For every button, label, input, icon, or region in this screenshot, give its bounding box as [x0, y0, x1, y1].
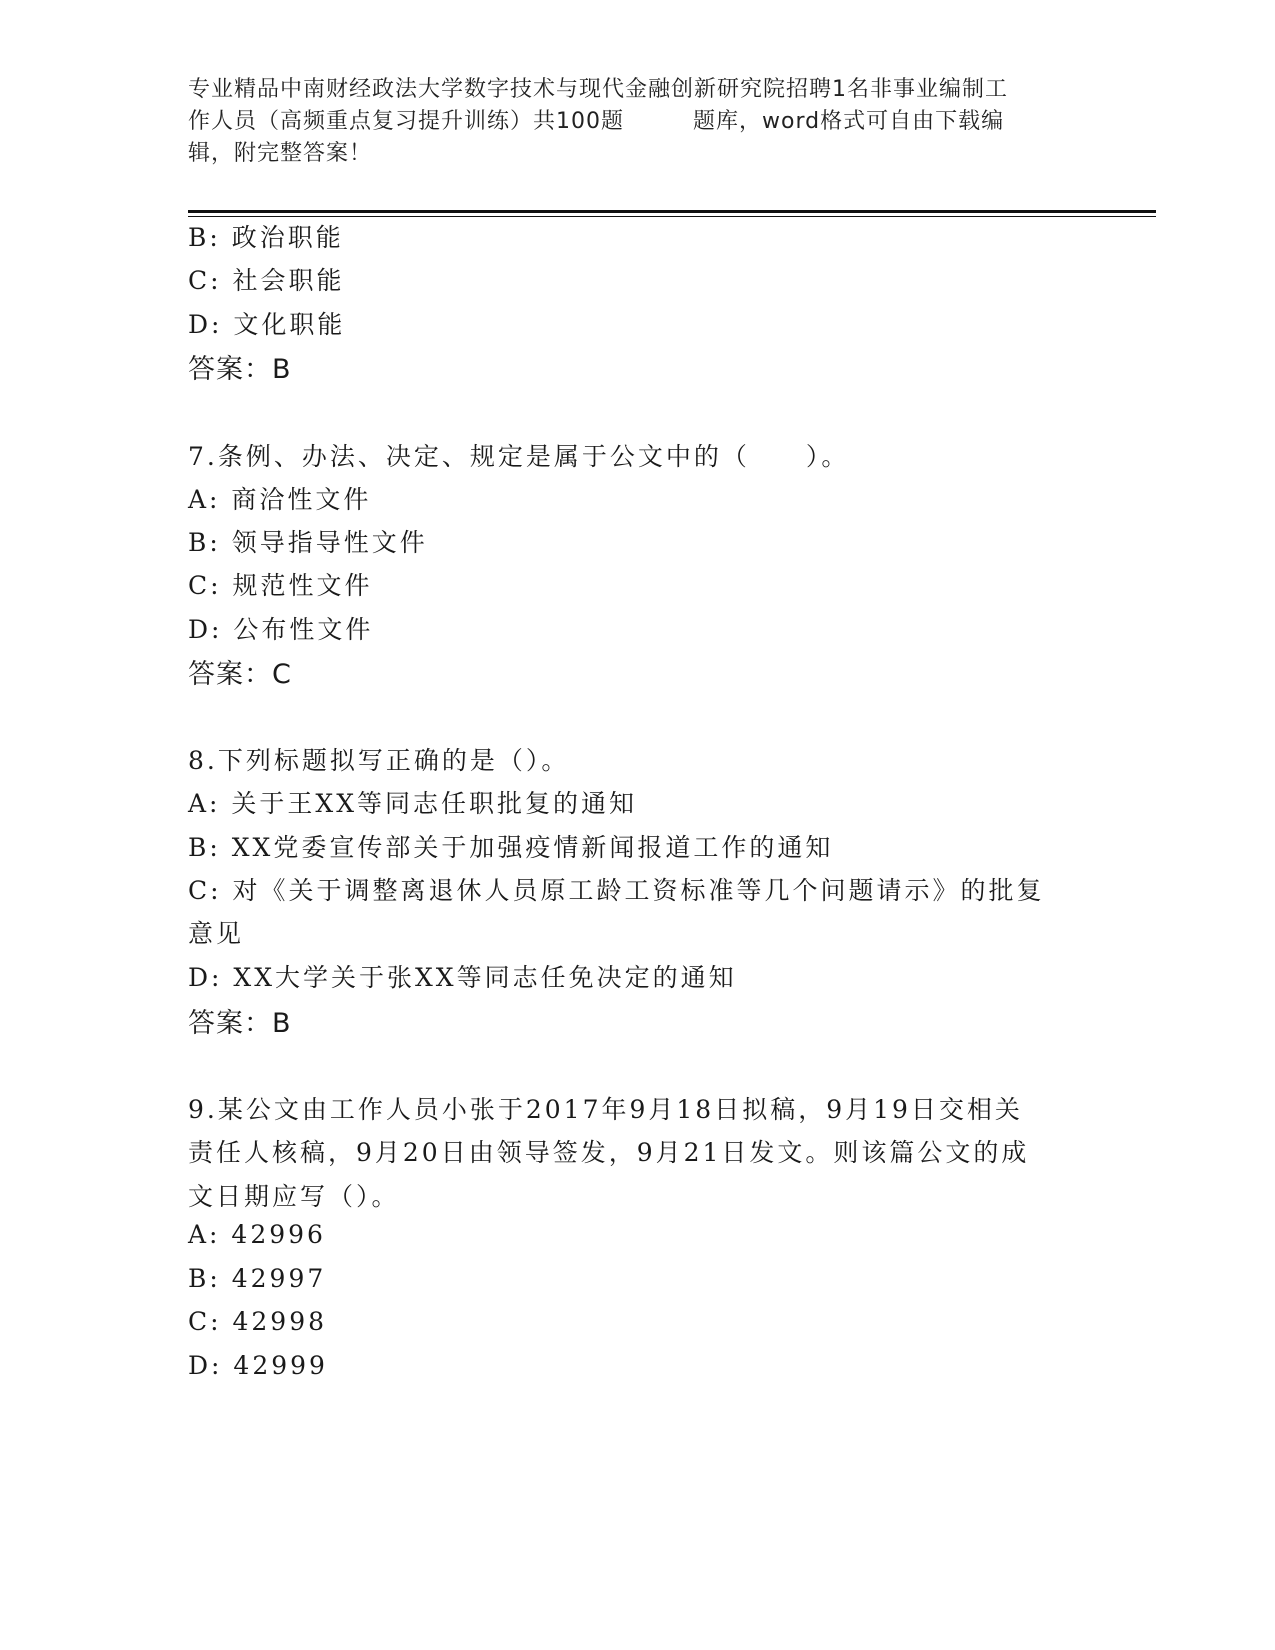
q9-question-line-2: 责任人核稿，9月20日由领导签发，9月21日发文。则该篇公文的成 [188, 1138, 1030, 1167]
q7-question: 7.条例、办法、决定、规定是属于公文中的（ ）。 [188, 442, 850, 471]
header-line-2: 作人员（高频重点复习提升训练）共100题 题库，word格式可自由下载编 [188, 109, 1005, 134]
q7-answer: 答案：C [188, 659, 292, 690]
q8-option-c-continued: 意见 [188, 919, 245, 948]
header-divider-thick [188, 210, 1156, 213]
q9-option-a: A: 42996 [188, 1220, 326, 1249]
q9-option-d: D: 42999 [188, 1351, 328, 1380]
q7-option-d: D: 公布性文件 [188, 615, 374, 644]
q9-option-c: C: 42998 [188, 1307, 328, 1336]
q8-option-c: C: 对《关于调整离退休人员原工龄工资标准等几个问题请示》的批复 [188, 876, 1045, 905]
q7-option-a: A: 商洽性文件 [188, 485, 372, 514]
q9-question-line-3: 文日期应写（）。 [188, 1182, 400, 1211]
q8-option-d: D: XX大学关于张XX等同志任免决定的通知 [188, 963, 737, 992]
q7-option-b: B: 领导指导性文件 [188, 528, 428, 557]
q8-question: 8.下列标题拟写正确的是（）。 [188, 746, 570, 775]
q8-option-b: B: XX党委宣传部关于加强疫情新闻报道工作的通知 [188, 833, 834, 862]
q8-answer: 答案：B [188, 1008, 292, 1039]
header-line-3: 辑，附完整答案！ [188, 141, 373, 166]
q7-option-c: C: 规范性文件 [188, 571, 373, 600]
q6-option-d: D: 文化职能 [188, 310, 346, 339]
q8-option-a: A: 关于王XX等同志任职批复的通知 [188, 789, 638, 818]
q9-option-b: B: 42997 [188, 1264, 327, 1293]
header-divider-thin [188, 216, 1156, 217]
q6-option-c: C: 社会职能 [188, 266, 345, 295]
q9-question-line-1: 9.某公文由工作人员小张于2017年9月18日拟稿，9月19日交相关 [188, 1095, 1023, 1124]
q6-answer: 答案：B [188, 354, 292, 385]
header-line-1: 专业精品中南财经政法大学数字技术与现代金融创新研究院招聘1名非事业编制工 [188, 77, 1008, 102]
document-header [188, 74, 1088, 170]
q6-option-b: B: 政治职能 [188, 223, 344, 252]
